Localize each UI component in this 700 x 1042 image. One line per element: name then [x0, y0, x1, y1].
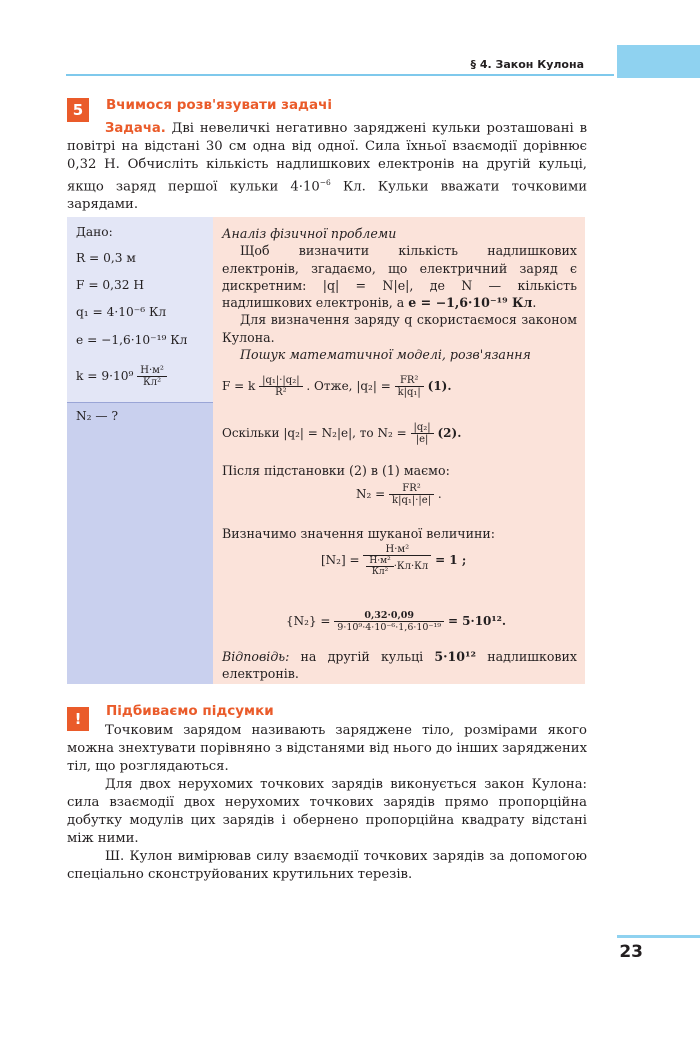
formula-units	[321, 544, 466, 577]
f3-num: FR²	[389, 483, 434, 495]
determine-text: Визначимо значення шуканої величини:	[222, 526, 495, 541]
analysis-text	[222, 225, 577, 363]
f3-den: k|q₁|·|e|	[392, 495, 432, 506]
v-rhs: = 5·10¹².	[447, 614, 507, 628]
v-num: 0,32·0,09	[334, 610, 444, 622]
after-substitution	[222, 462, 577, 479]
given-q1: q₁ = 4·10⁻⁶ Кл	[76, 305, 167, 319]
u-den-c: ·Кл·Кл	[393, 561, 429, 572]
analysis-heading2: Пошук математичної моделі, розв'язання	[240, 347, 531, 363]
analysis-panel	[213, 217, 585, 684]
f3-lhs: N₂ =	[356, 487, 386, 501]
summary-p1: Точковим зарядом називають заряджене тіло, розмірами якого можна знехтувати порівняно з відстанями від нього до інших заряджених тіл, що розглядаються.	[67, 723, 587, 774]
f2-to: , то	[352, 426, 374, 440]
given-f: F = 0,32 Н	[76, 278, 145, 292]
footer-rule	[617, 935, 700, 938]
f2-num: |q₂|	[411, 422, 434, 434]
summary-title: Підбиваємо підсумки	[106, 703, 274, 719]
problem-text: Дві невеличкі негативно заряджені кульки розташовані в повітрі на відстані 30 см одна від одної. Сила їхньої взаємодії дорівнює 0,32 Н. Обчисліть кількість надлишкових електронів на другій кульці, якщо заряд першої кульки 4·10	[67, 121, 587, 195]
v-fraction	[334, 610, 444, 633]
summary-p3: Ш. Кулон вимірював силу взаємодії точкових зарядів за допомогою спеціально сконструйованих крутильних терезів.	[67, 849, 587, 882]
analysis-p1c: .	[532, 295, 537, 311]
u-den	[363, 556, 431, 577]
f2-text: Оскільки	[222, 426, 280, 440]
f2-den: |e|	[415, 434, 429, 445]
f3-end: .	[437, 487, 442, 501]
analysis-p2: Для визначення заряду q скористаємося законом Кулона.	[222, 312, 577, 345]
given-k-num: Н·м²	[137, 365, 167, 377]
given-k-den: Кл²	[143, 377, 162, 388]
f1-q2: |q₂| =	[356, 379, 391, 393]
f1-num: |q₁|·|q₂|	[259, 375, 302, 387]
given-k	[76, 365, 167, 388]
f2-fraction	[411, 422, 434, 445]
analysis-p1a: Щоб визначити кількість надлишкових електронів, згадаємо, що електричний заряд є дискретним:	[222, 243, 577, 293]
after-sub-text: Після підстановки (2) в (1) маємо:	[222, 463, 450, 478]
summary-badge: !	[67, 707, 89, 731]
u-lhs: [N₂] =	[321, 553, 360, 567]
f1-den2: k|q₁|	[397, 387, 421, 398]
header-rule	[66, 74, 614, 76]
v-lhs: {N₂} =	[286, 614, 331, 628]
header-tab	[617, 45, 700, 78]
given-e: e = −1,6·10⁻¹⁹ Кл	[76, 333, 188, 347]
f1-mid: . Отже,	[306, 379, 353, 393]
f2-formula: |q₂| = N₂|e|	[283, 426, 353, 440]
f3-fraction	[389, 483, 434, 506]
given-k-text: k = 9·10⁹	[76, 369, 134, 383]
given-label: Дано:	[76, 225, 113, 239]
given-k-fraction	[137, 365, 167, 388]
f1-num2: FR²	[395, 375, 424, 387]
given-r: R = 0,3 м	[76, 251, 136, 265]
answer	[222, 648, 577, 683]
analysis-p1-e: e = −1,6·10⁻¹⁹ Кл	[408, 295, 533, 311]
u-den-a: Н·м²	[366, 556, 393, 567]
formula-result	[356, 483, 442, 506]
given-unknown: N₂ — ?	[76, 409, 119, 423]
page-number: 23	[619, 942, 643, 962]
answer-text: на другій кульці	[289, 649, 435, 664]
determine-line	[222, 525, 577, 542]
f2-lhs: N₂ =	[377, 426, 407, 440]
f1-den: R²	[275, 387, 287, 398]
answer-value: 5·10¹²	[434, 649, 477, 664]
problem-text-end: Кл. Кульки вважати точковими зарядами.	[67, 179, 587, 213]
analysis-p1b: , де N — кількість надлишкових електронів, а	[222, 277, 577, 311]
given-panel	[67, 217, 213, 684]
f1-fraction	[259, 375, 302, 398]
formula-coulomb	[222, 375, 452, 398]
u-rhs: = 1 ;	[435, 553, 467, 567]
problem-exp: −6	[319, 178, 331, 187]
problem-statement	[67, 120, 587, 214]
u-fraction	[363, 544, 431, 577]
u-den-fraction	[366, 556, 393, 577]
running-header: § 4. Закон Кулона	[470, 58, 584, 71]
formula-value	[286, 610, 506, 633]
v-den: 9·10⁹·4·10⁻⁶·1,6·10⁻¹⁹	[337, 622, 442, 633]
answer-end: надлишкових електронів.	[222, 649, 577, 682]
formula-n2	[222, 422, 461, 445]
summary-text	[67, 722, 587, 884]
problem-label: Задача.	[105, 121, 166, 136]
u-num: Н·м²	[363, 544, 431, 556]
f2-tag: (2).	[437, 426, 462, 440]
section-badge: 5	[67, 98, 89, 122]
f1-tag: (1).	[427, 379, 452, 393]
u-den-b: Кл²	[371, 567, 389, 577]
analysis-p1-formula: |q| = N|e|	[322, 277, 410, 293]
section-title: Вчимося розв'язувати задачі	[106, 97, 332, 113]
analysis-heading: Аналіз фізичної проблеми	[222, 226, 397, 241]
f1-left: F = k	[222, 379, 256, 393]
summary-p2: Для двох нерухомих точкових зарядів виконується закон Кулона: сила взаємодії двох нерухомих точкових зарядів прямо пропорційна добутку модулів цих зарядів і обернено пропорційна квадрату відстані між ними.	[67, 777, 587, 846]
f1-fraction2	[395, 375, 424, 398]
answer-label: Відповідь:	[222, 649, 290, 664]
